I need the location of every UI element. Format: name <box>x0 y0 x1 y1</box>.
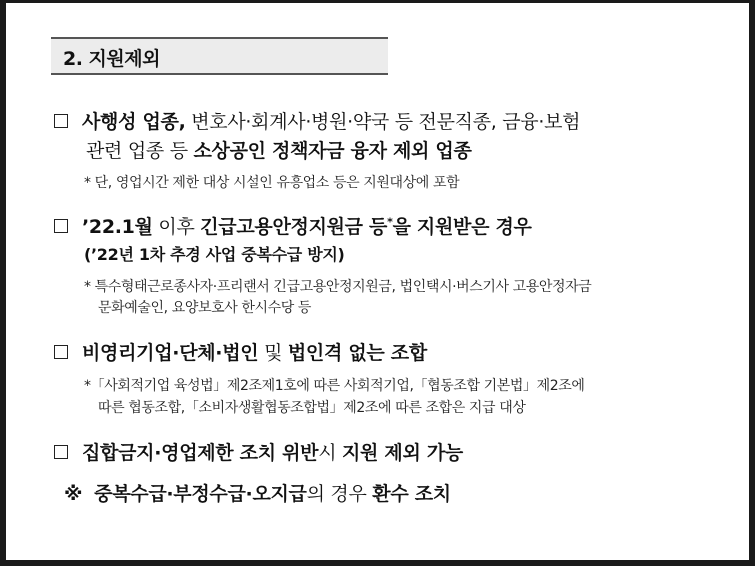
item-4-mid: 시 <box>318 442 342 464</box>
item-3-note-2: 따른 협동조합,「소비자생활협동조합법」제2조에 따른 조합은 지급 대상 <box>98 400 526 416</box>
checkbox-square-icon <box>54 445 68 459</box>
checkbox-square-icon <box>54 219 68 233</box>
footnote-bold-b: 환수 조치 <box>372 483 451 505</box>
item-1-text-2: 관련 업종 등 <box>86 140 194 162</box>
item-2-note-1: * 특수형태근로종사자·프리랜서 긴급고용안정지원금, 법인택시·버스기사 고용안정자금 <box>84 279 592 295</box>
item-1-line-1 <box>54 107 580 134</box>
section-title-box <box>51 37 388 75</box>
item-1-note: * 단, 영업시간 제한 대상 시설인 유흥업소 등은 지원대상에 포함 <box>84 175 460 191</box>
item-4-bold-a: 집합금지·영업제한 조치 위반 <box>82 442 319 464</box>
footnote-bold-a: 중복수급·부정수급·오지급 <box>94 483 307 505</box>
item-3-mid: 및 <box>258 342 288 364</box>
item-2-mid: 이후 <box>152 216 201 238</box>
checkbox-square-icon <box>54 345 68 359</box>
reference-mark-icon: ※ <box>64 483 83 505</box>
item-2-line-2: (’22년 1차 추경 사업 중복수급 방지) <box>84 245 345 264</box>
item-1-bold-2: 소상공인 정책자금 융자 제외 업종 <box>193 140 472 162</box>
item-2-note-2: 문화예술인, 요양보호사 한시수당 등 <box>98 300 312 316</box>
footnote-line <box>64 479 451 506</box>
item-4-line-1 <box>54 438 463 465</box>
checkbox-square-icon <box>54 114 68 128</box>
item-2-line-1 <box>54 212 532 239</box>
item-1-line-2 <box>86 136 472 163</box>
item-3-bold-a: 비영리기업·단체·법인 <box>82 342 259 364</box>
item-2-bold-a: ’22.1월 <box>82 216 153 238</box>
item-3-note-1: *「사회적기업 육성법」제2조제1호에 따른 사회적기업,「협동조합 기본법」제2조에 <box>84 378 585 394</box>
section-title: 2. 지원제외 <box>63 48 160 70</box>
item-2-bold-c: 을 지원받은 경우 <box>392 216 532 238</box>
item-3-line-1 <box>54 338 427 365</box>
item-1-bold: 사행성 업종, <box>82 111 186 133</box>
item-1-text: 변호사·회계사·병원·약국 등 전문직종, 금융·보험 <box>185 111 581 133</box>
item-2-asterisk: * <box>387 215 393 229</box>
item-3-bold-b: 법인격 없는 조합 <box>287 342 427 364</box>
item-4-bold-b: 지원 제외 가능 <box>342 442 463 464</box>
footnote-mid: 의 경우 <box>306 483 373 505</box>
item-2-bold-b: 긴급고용안정지원금 등 <box>200 216 388 238</box>
